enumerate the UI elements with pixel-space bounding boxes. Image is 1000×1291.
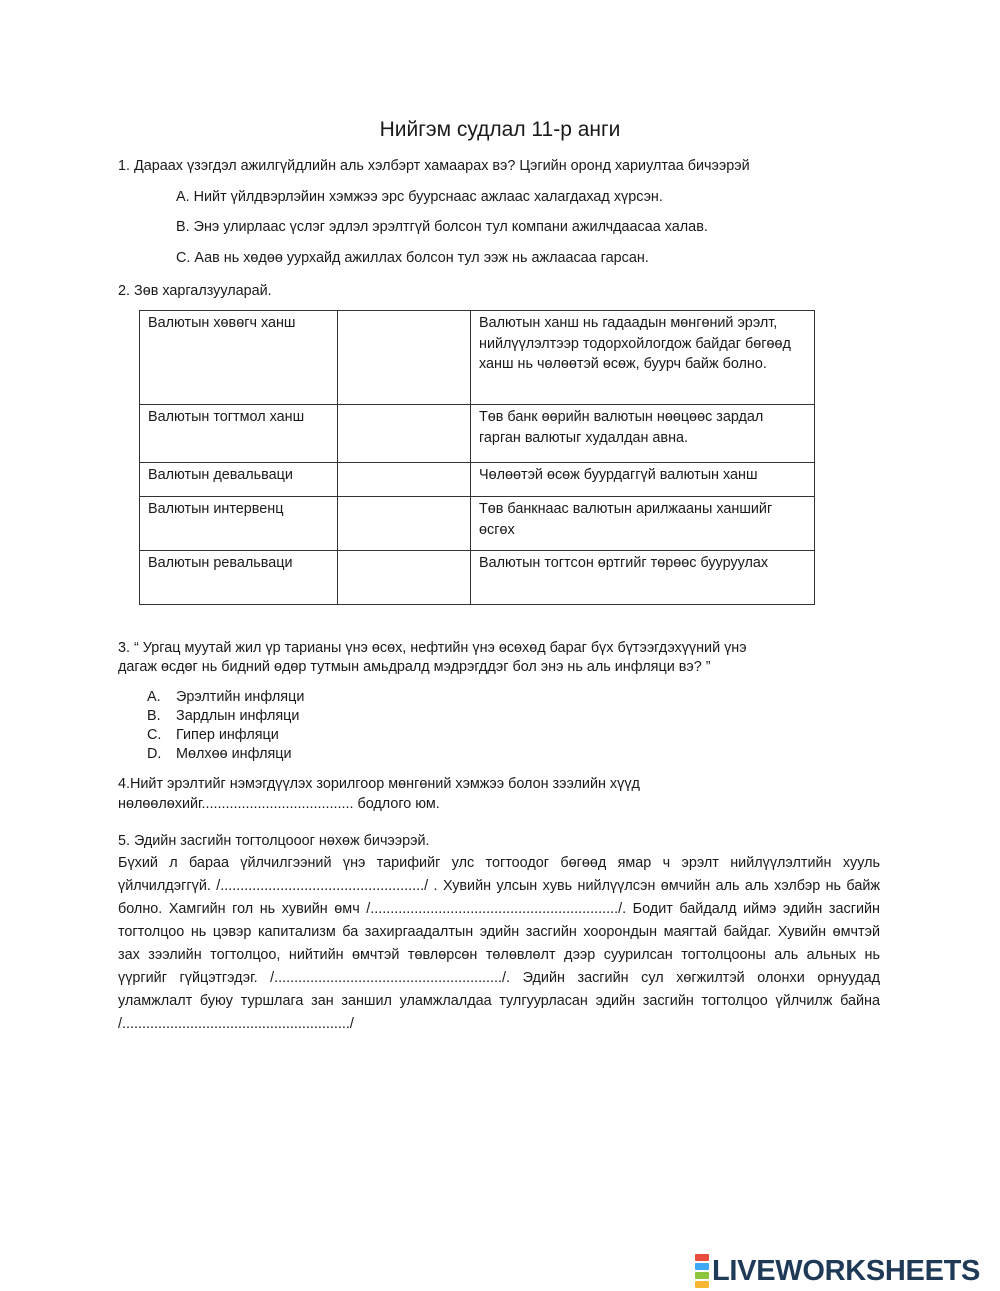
table-row [140,463,815,497]
question-3-options [147,688,304,764]
matching-table [139,310,815,605]
logo-blocks-icon [695,1254,709,1288]
answer-cell[interactable] [338,463,471,497]
question-3-line-2: дагаж өсдөг нь бидний өдөр тутмын амьдралд мэдрэгддэг бол энэ нь аль инфляци вэ? ” [118,659,711,675]
question-1-option-c: C. Аав нь хөдөө уурхайд ажиллах болсон тул ээж нь ажлаасаа гарсан. [176,250,649,266]
definition-cell: Төв банкнаас валютын арилжааны ханшийг өсгөх [471,497,815,551]
list-item [147,688,304,707]
logo-block [695,1263,709,1270]
option-letter: D. [147,746,162,762]
question-1-option-a: A. Нийт үйлдвэрлэйин хэмжээ эрс буурснаас ажлаас халагдахад хүрсэн. [176,189,663,205]
table-row [140,405,815,463]
term-cell: Валютын девальваци [140,463,338,497]
question-1: 1. Дараах үзэгдэл ажилгүйдлийн аль хэлбэрт хамаарах вэ? Цэгийн оронд хариултаа бичээрэй [118,158,750,174]
page-title: Нийгэм судлал 11-р анги [379,118,621,141]
answer-cell[interactable] [338,551,471,605]
definition-cell: Валютын ханш нь гадаадын мөнгөний эрэлт, нийлүүлэлтээр тодорхойлогдож байдаг бөгөөд ханш нь чөлөөтэй өсөж, буурч байж болно. [471,311,815,405]
option-letter: B. [147,708,161,724]
table-row [140,311,815,405]
question-4: 4.Нийт эрэлтийг нэмэгдүүлэх зорилгоор мөнгөний хэмжээ болон зээлийн хүүд нөлөөлөхийг...................................... бодлого юм. [118,776,640,812]
term-cell: Валютын интервенц [140,497,338,551]
question-5-paragraph: Бүхий л бараа үйлчилгээний үнэ тарифийг улс тогтоодог бөгөөд ямар ч эрэлт нийлүүлэлтийн хууль үйлчилдэггүй. /.................................................../ . Хувийн улсын хувь нийлүүлсэн өмчийн аль аль хэлбэр нь байж болно. Хамгийн гол нь хувийн өмч /............................................................../. Бодит байдалд иймэ эдийн засгийн тогтолцоо нь цэвэр капитализм ба захиргаадалтын эдийн засгийн хоорондын маягтай байдаг. Хувийн өмчтэй зах зээлийн тогтолцоо, нийтийн өмчтэй төвлөрсөн төлөвлөлт дээр суурилсан тогтолцооны аль альных нь үүргийг гүйцэтгэдэг. /........................................................./. Эдийн засгийн сул хөгжилтэй олонхи орнуудад уламжлалт буюу туршлага зан заншил уламжлалдаа тулгуурласан эдийн засгийн тогтолцоо үйлчилж байна /........................................................./ [118,855,880,1032]
table-row [140,551,815,605]
answer-cell[interactable] [338,311,471,405]
list-item [147,707,304,726]
term-cell: Валютын тогтмол ханш [140,405,338,463]
logo-block [695,1254,709,1261]
liveworksheets-logo [695,1254,980,1288]
definition-cell: Чөлөөтэй өсөж буурдаггүй валютын ханш [471,463,815,497]
option-letter: C. [147,727,162,743]
answer-cell[interactable] [338,497,471,551]
option-text: Зардлын инфляци [176,708,300,724]
option-text: Эрэлтийн инфляци [176,689,305,705]
logo-block [695,1281,709,1288]
question-2: 2. Зөв харгалзууларай. [118,283,272,299]
term-cell: Валютын ревальваци [140,551,338,605]
option-letter: A. [147,689,161,705]
term-cell: Валютын хөвөгч ханш [140,311,338,405]
definition-cell: Төв банк өөрийн валютын нөөцөөс зардал гарган валютыг худалдан авна. [471,405,815,463]
table-row [140,497,815,551]
logo-text: LIVEWORKSHEETS [712,1254,981,1287]
definition-cell: Валютын тогтсон өртгийг төрөөс бууруулах [471,551,815,605]
list-item [147,745,304,764]
logo-block [695,1272,709,1279]
question-1-option-b: B. Энэ улирлаас үслэг эдлэл эрэлтгүй болсон тул компани ажилчдаасаа халав. [176,219,708,235]
answer-cell[interactable] [338,405,471,463]
option-text: Мөлхөө инфляци [176,746,292,762]
question-3-line-1: 3. “ Ургац муутай жил үр тарианы үнэ өсөх, нефтийн үнэ өсөхөд бараг бүх бүтээгдэхүүний үнэ [118,640,747,656]
list-item [147,726,304,745]
question-5-heading: 5. Эдийн засгийн тогтолцооог нөхөж бичээрэй. [118,833,430,849]
option-text: Гипер инфляци [176,727,279,743]
